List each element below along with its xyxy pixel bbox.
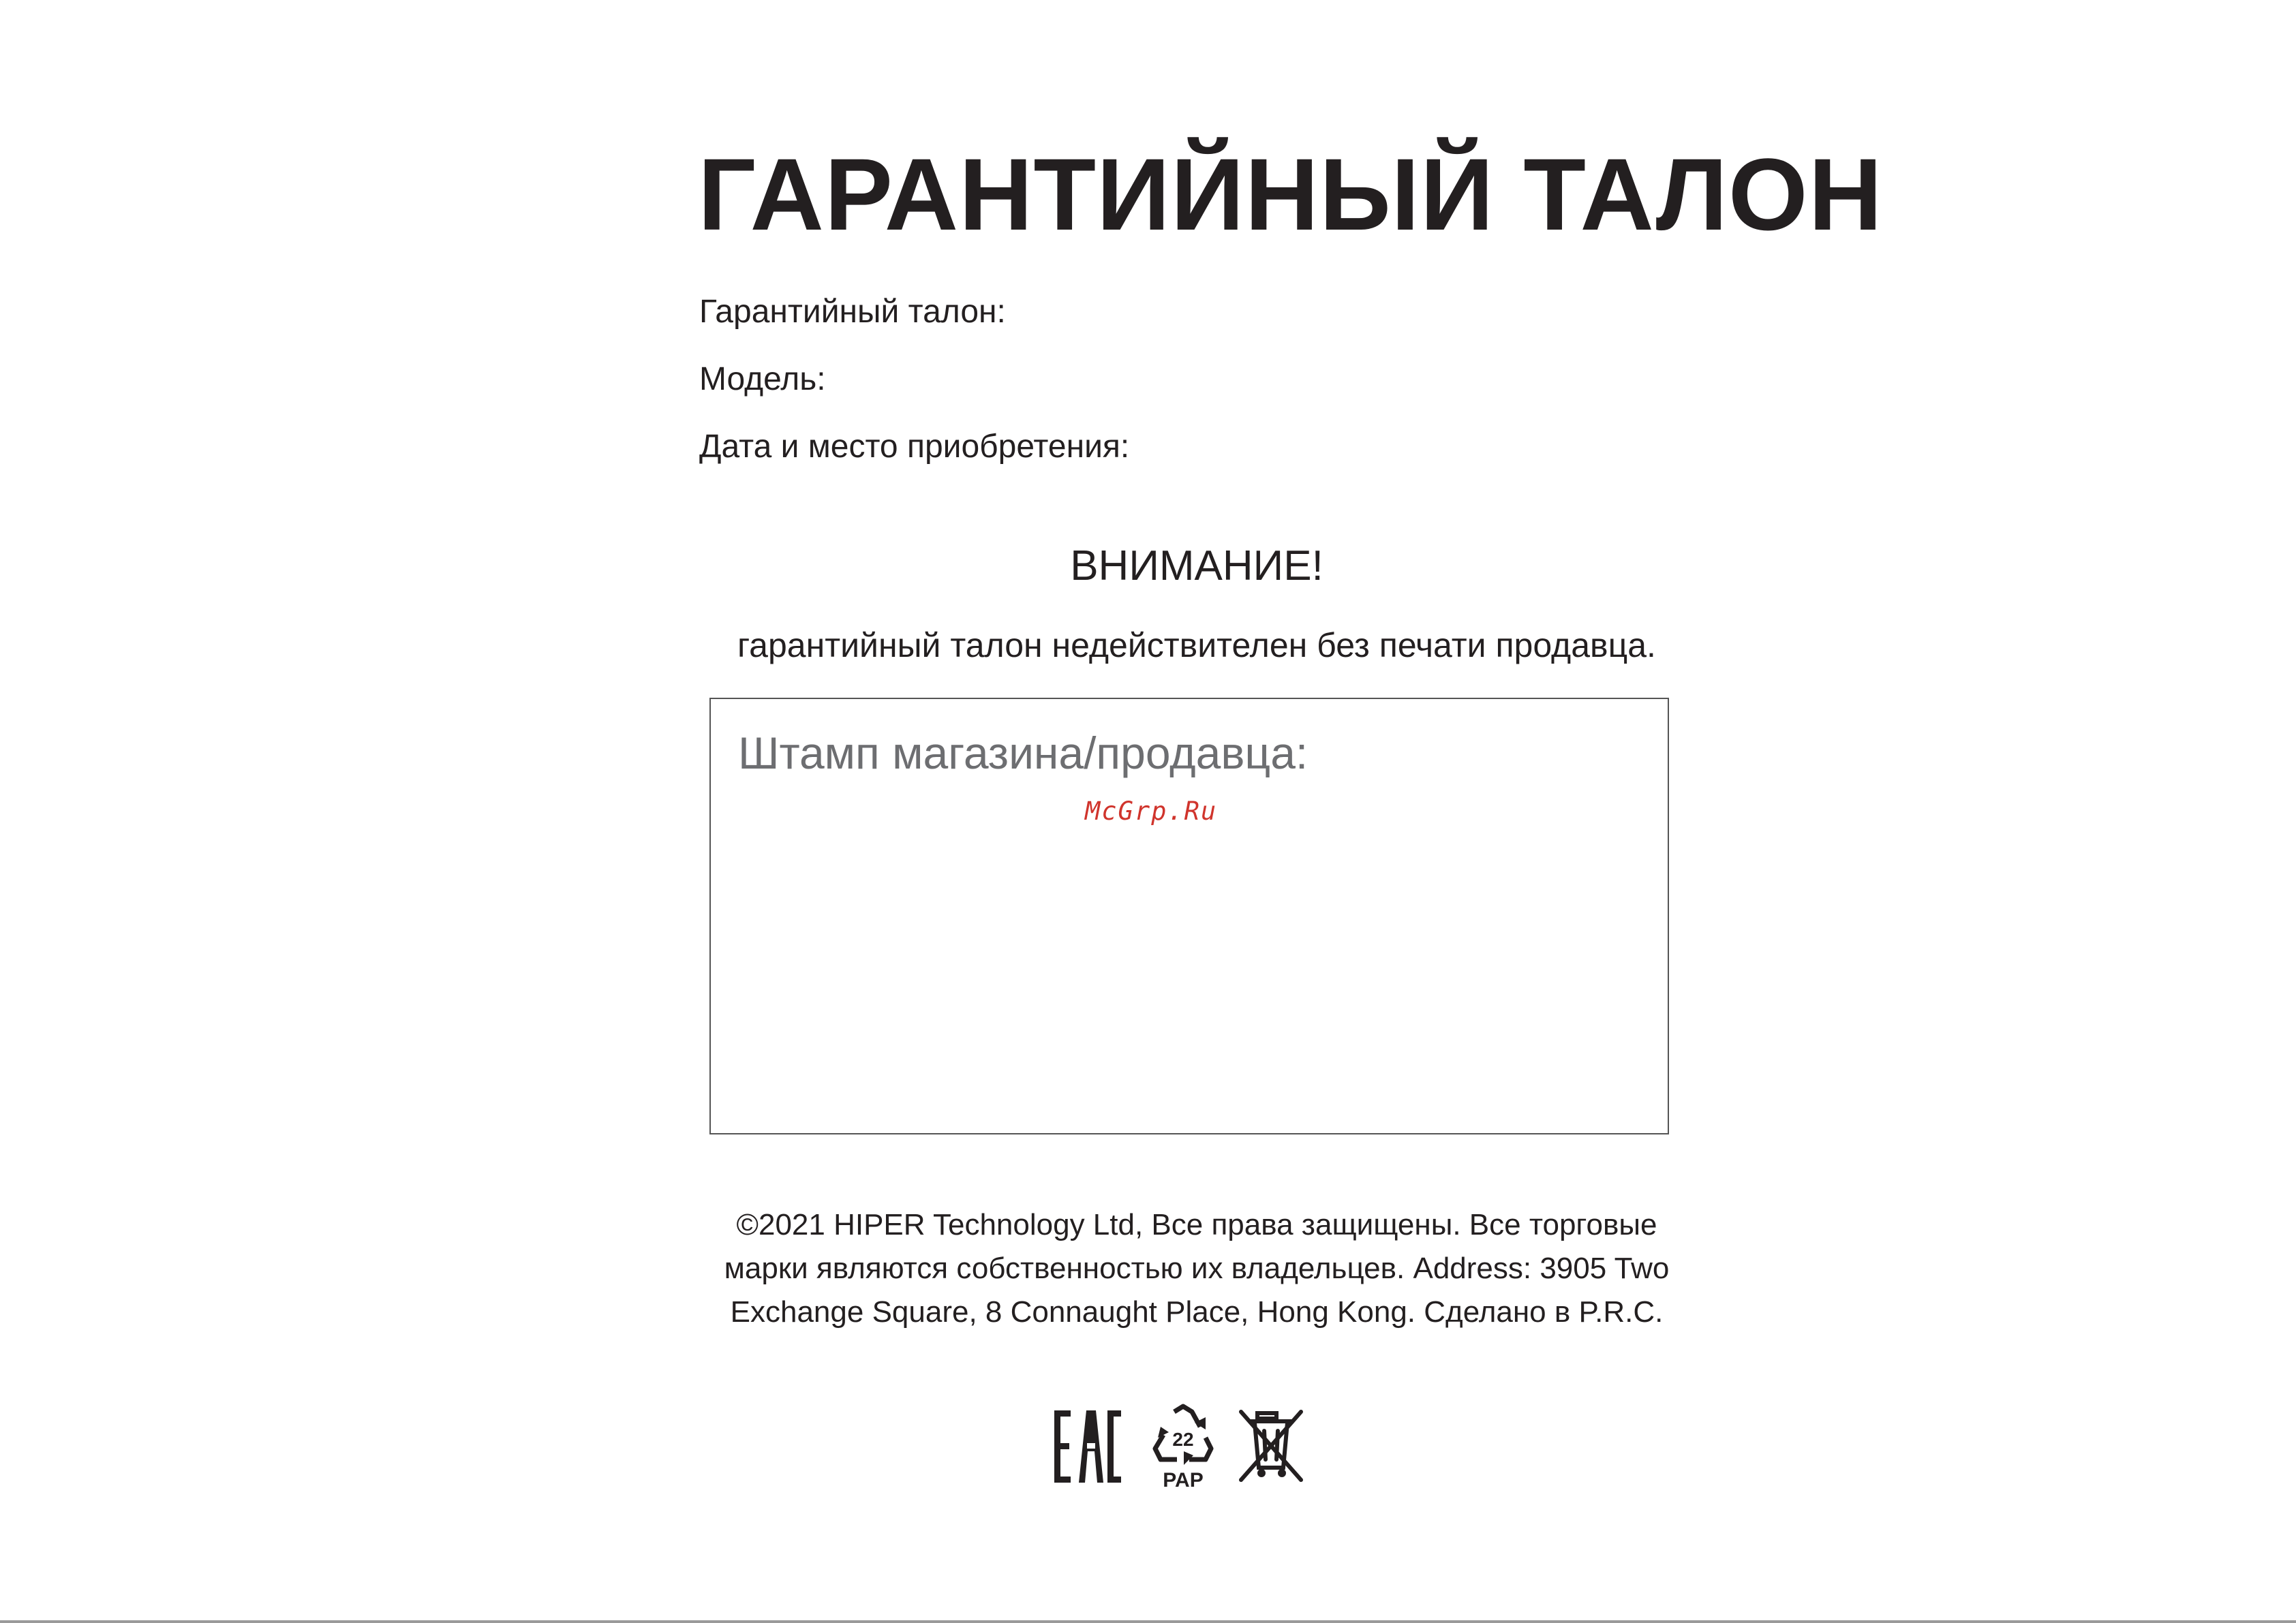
- warranty-card-field-label: Гарантийный талон:: [699, 294, 1006, 330]
- model-field-label: Модель:: [699, 361, 826, 397]
- recycle-code-text: 22: [1172, 1429, 1194, 1450]
- eac-mark-icon: [1053, 1410, 1121, 1483]
- watermark: McGrp.Ru: [1085, 797, 1218, 826]
- footer-line-3: Exchange Square, 8 Connaught Place, Hong Kong. Сделано в P.R.C.: [730, 1295, 1664, 1329]
- warning-text: гарантийный талон недействителен без печати продавца.: [737, 626, 1656, 664]
- page-title: ГАРАНТИЙНЫЙ ТАЛОН: [698, 137, 1883, 251]
- certification-marks: [1053, 1402, 1312, 1491]
- stamp-box: [709, 698, 1669, 1134]
- bottom-rule: [0, 1620, 2296, 1623]
- warning-heading: ВНИМАНИЕ!: [1070, 542, 1323, 589]
- footer-copyright: [699, 1203, 1694, 1334]
- footer-line-2: марки являются собственностью их владельцев. Address: 3905 Two: [724, 1252, 1670, 1285]
- recycle-pap-icon: [1146, 1402, 1221, 1491]
- recycle-material-text: PAP: [1163, 1469, 1204, 1491]
- crossed-bin-icon: [1237, 1409, 1305, 1484]
- purchase-date-place-field-label: Дата и место приобретения:: [699, 429, 1130, 465]
- footer-line-1: ©2021 HIPER Technology Ltd, Все права защищены. Все торговые: [736, 1208, 1657, 1241]
- stamp-label: Штамп магазина/продавца:: [738, 728, 1308, 778]
